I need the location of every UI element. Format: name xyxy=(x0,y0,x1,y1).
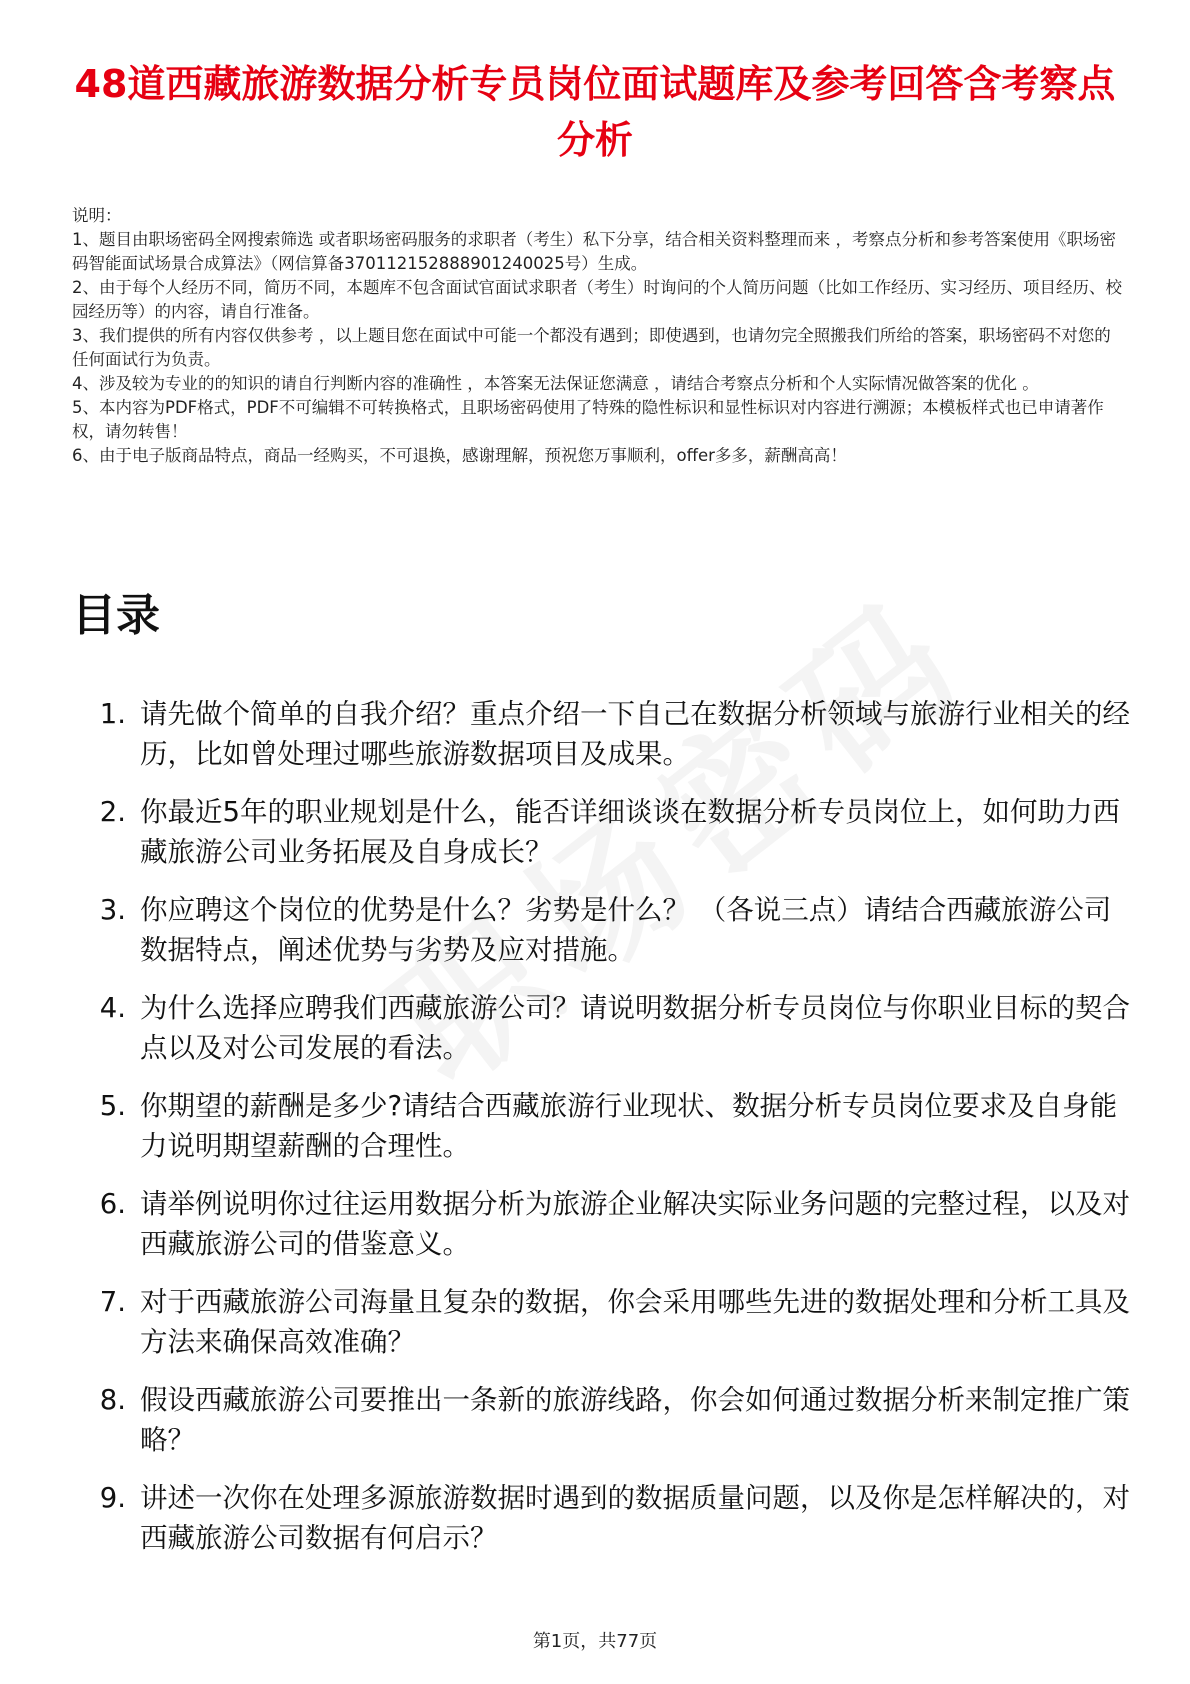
toc-item[interactable] xyxy=(72,1380,1132,1478)
note-item: 2、由于每个人经历不同，简历不同，本题库不包含面试官面试求职者（考生）时询问的个人简历问题（比如工作经历、实习经历、项目经历、校园经历等）的内容，请自行准备。 xyxy=(72,278,1122,321)
toc-item-number: 9. xyxy=(99,1482,126,1514)
toc-item-number: 4. xyxy=(99,992,126,1024)
toc-list xyxy=(72,694,1132,1576)
toc-item-number: 5. xyxy=(99,1090,126,1122)
toc-item[interactable] xyxy=(72,1282,1132,1380)
toc-item-text[interactable]: 你最近5年的职业规划是什么，能否详细谈谈在数据分析专员岗位上，如何助力西藏旅游公司业务拓展及自身成长？ xyxy=(140,796,1120,868)
toc-item-text[interactable]: 讲述一次你在处理多源旅游数据时遇到的数据质量问题，以及你是怎样解决的，对西藏旅游公司数据有何启示？ xyxy=(140,1482,1130,1554)
toc-item-text[interactable]: 为什么选择应聘我们西藏旅游公司？请说明数据分析专员岗位与你职业目标的契合点以及对公司发展的看法。 xyxy=(140,992,1130,1064)
toc-item[interactable] xyxy=(72,1184,1132,1282)
toc-item[interactable] xyxy=(72,694,1132,792)
toc-item[interactable] xyxy=(72,988,1132,1086)
toc-item-text[interactable]: 对于西藏旅游公司海量且复杂的数据，你会采用哪些先进的数据处理和分析工具及方法来确保高效准确？ xyxy=(140,1286,1130,1358)
note-item: 4、涉及较为专业的的知识的请自行判断内容的准确性 ，本答案无法保证您满意 ，请结合考察点分析和个人实际情况做答案的优化 。 xyxy=(72,374,1039,393)
toc-item-number: 3. xyxy=(99,894,126,926)
note-item: 3、我们提供的所有内容仅供参考 ，以上题目您在面试中可能一个都没有遇到；即使遇到，也请勿完全照搬我们所给的答案，职场密码不对您的任何面试行为负责。 xyxy=(72,326,1111,369)
toc-item[interactable] xyxy=(72,1086,1132,1184)
notes-section xyxy=(72,204,1124,468)
notes-heading: 说明： xyxy=(72,206,122,225)
toc-item-text[interactable]: 你应聘这个岗位的优势是什么？劣势是什么？ （各说三点）请结合西藏旅游公司数据特点，阐述优势与劣势及应对措施。 xyxy=(140,894,1112,966)
toc-item-text[interactable]: 请举例说明你过往运用数据分析为旅游企业解决实际业务问题的完整过程，以及对西藏旅游公司的借鉴意义。 xyxy=(140,1188,1130,1260)
document-title: 48道西藏旅游数据分析专员岗位面试题库及参考回答含考察点分析 xyxy=(74,62,1116,162)
toc-item[interactable] xyxy=(72,890,1132,988)
toc-heading: 目录 xyxy=(72,590,160,641)
toc-item-number: 7. xyxy=(99,1286,126,1318)
page-footer: 第1页，共77页 xyxy=(532,1631,658,1652)
toc-item-number: 1. xyxy=(99,698,126,730)
toc-item[interactable] xyxy=(72,1478,1132,1576)
toc-item-text[interactable]: 请先做个简单的自我介绍？重点介绍一下自己在数据分析领域与旅游行业相关的经历，比如曾处理过哪些旅游数据项目及成果。 xyxy=(140,698,1130,770)
toc-item-text[interactable]: 你期望的薪酬是多少?请结合西藏旅游行业现状、数据分析专员岗位要求及自身能力说明期望薪酬的合理性。 xyxy=(140,1090,1118,1162)
toc-item-number: 6. xyxy=(99,1188,126,1220)
note-item: 5、本内容为PDF格式，PDF不可编辑不可转换格式，且职场密码使用了特殊的隐性标识和显性标识对内容进行溯源；本模板样式也已申请著作权，请勿转售！ xyxy=(72,398,1104,441)
toc-item-number: 8. xyxy=(99,1384,126,1416)
toc-item-text[interactable]: 假设西藏旅游公司要推出一条新的旅游线路，你会如何通过数据分析来制定推广策略？ xyxy=(140,1384,1130,1456)
note-item: 1、题目由职场密码全网搜索筛选 或者职场密码服务的求职者（考生）私下分享，结合相关资料整理而来 ，考察点分析和参考答案使用《职场密码智能面试场景合成算法》（网信算备370112152888901240025号）生成。 xyxy=(72,230,1116,273)
toc-item[interactable] xyxy=(72,792,1132,890)
toc-item-number: 2. xyxy=(99,796,126,828)
note-item: 6、由于电子版商品特点，商品一经购买，不可退换，感谢理解，预祝您万事顺利，offer多多，薪酬高高！ xyxy=(72,446,847,465)
